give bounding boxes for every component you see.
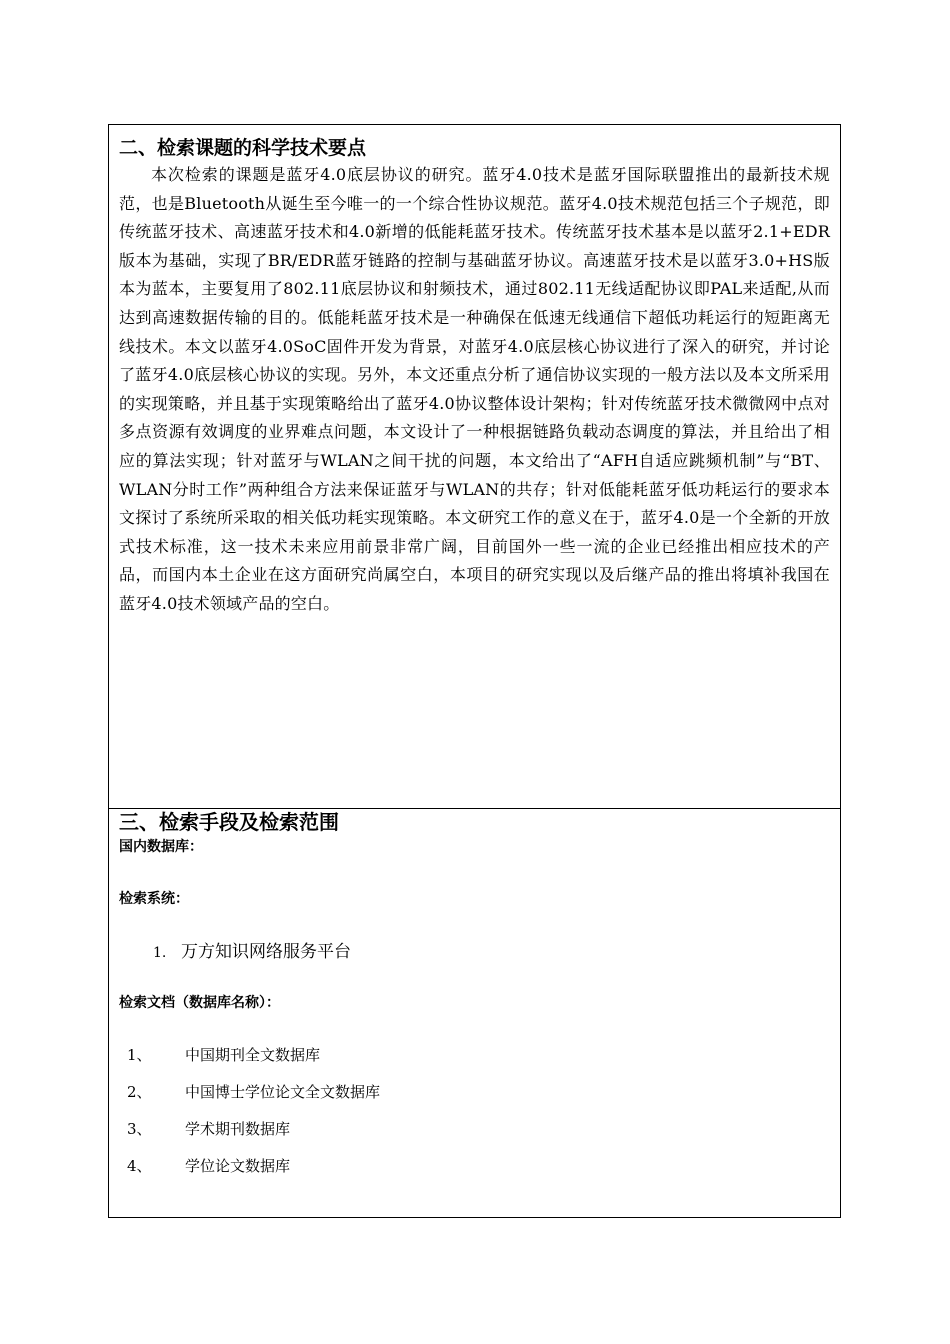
database-item-name: 中国博士学位论文全文数据库: [185, 1083, 381, 1101]
system-item-number: 1.: [153, 945, 167, 961]
database-item: [127, 1119, 290, 1139]
database-item-number: 2、: [127, 1083, 152, 1101]
database-item-name: 中国期刊全文数据库: [185, 1046, 321, 1064]
database-item-name: 学术期刊数据库: [185, 1120, 291, 1138]
section-1-paragraph: 本次检索的课题是蓝牙4.0底层协议的研究。蓝牙4.0技术是蓝牙国际联盟推出的最新技术规范，也是Bluetooth从诞生至今唯一的一个综合性协议规范。蓝牙4.0技术规范包括三个子规范，即传统蓝牙技术、高速蓝牙技术和4.0新增的低能耗蓝牙技术。传统蓝牙技术基本是以蓝牙2.1+EDR版本为基础，实现了BR/EDR蓝牙链路的控制与基础蓝牙协议。高速蓝牙技术是以蓝牙3.0+HS版本为蓝本，主要复用了802.11底层协议和射频技术，通过802.11无线适配协议即PAL来适配,从而达到高速数据传输的目的。低能耗蓝牙技术是一种确保在低速无线通信下超低功耗运行的短距离无线技术。本文以蓝牙4.0SoC固件开发为背景，对蓝牙4.0底层核心协议进行了深入的研究，并讨论了蓝牙4.0底层核心协议的实现。另外，本文还重点分析了通信协议实现的一般方法以及本文所采用的实现策略，并且基于实现策略给出了蓝牙4.0协议整体设计架构；针对传统蓝牙技术微微网中点对多点资源有效调度的业界难点问题，本文设计了一种根据链路负载动态调度的算法，并且给出了相应的算法实现；针对蓝牙与WLAN之间干扰的问题，本文给出了“AFH自适应跳频机制”与“BT、WLAN分时工作”两种组合方法来保证蓝牙与WLAN的共存；针对低能耗蓝牙低功耗运行的要求本文探讨了系统所采取的相关低功耗实现策略。本文研究工作的意义在于，蓝牙4.0是一个全新的开放式技术标准，这一技术未来应用前景非常广阔，目前国外一些一流的企业已经推出相应技术的产品，而国内本土企业在这方面研究尚属空白，本项目的研究实现以及后继产品的推出将填补我国在蓝牙4.0技术领域产品的空白。: [119, 165, 830, 613]
search-docs-label: 检索文档（数据库名称）：: [119, 995, 280, 1011]
database-item-number: 1、: [127, 1046, 152, 1064]
database-item-name: 学位论文数据库: [185, 1157, 291, 1175]
section-key-points: [109, 125, 840, 809]
database-item-number: 4、: [127, 1157, 152, 1175]
domestic-db-label: 国内数据库：: [119, 839, 203, 855]
section-2-heading: 三、检索手段及检索范围: [119, 810, 339, 834]
section-search-scope: [109, 809, 840, 1219]
search-system-label: 检索系统：: [119, 891, 189, 907]
database-item-number: 3、: [127, 1120, 152, 1138]
database-item: [127, 1082, 380, 1102]
database-item: [127, 1156, 290, 1176]
system-item-name: 万方知识网络服务平台: [181, 942, 351, 962]
database-item: [127, 1045, 320, 1065]
system-item: [153, 941, 351, 964]
form-table: [108, 124, 841, 1218]
section-1-heading: 二、检索课题的科学技术要点: [119, 137, 367, 159]
